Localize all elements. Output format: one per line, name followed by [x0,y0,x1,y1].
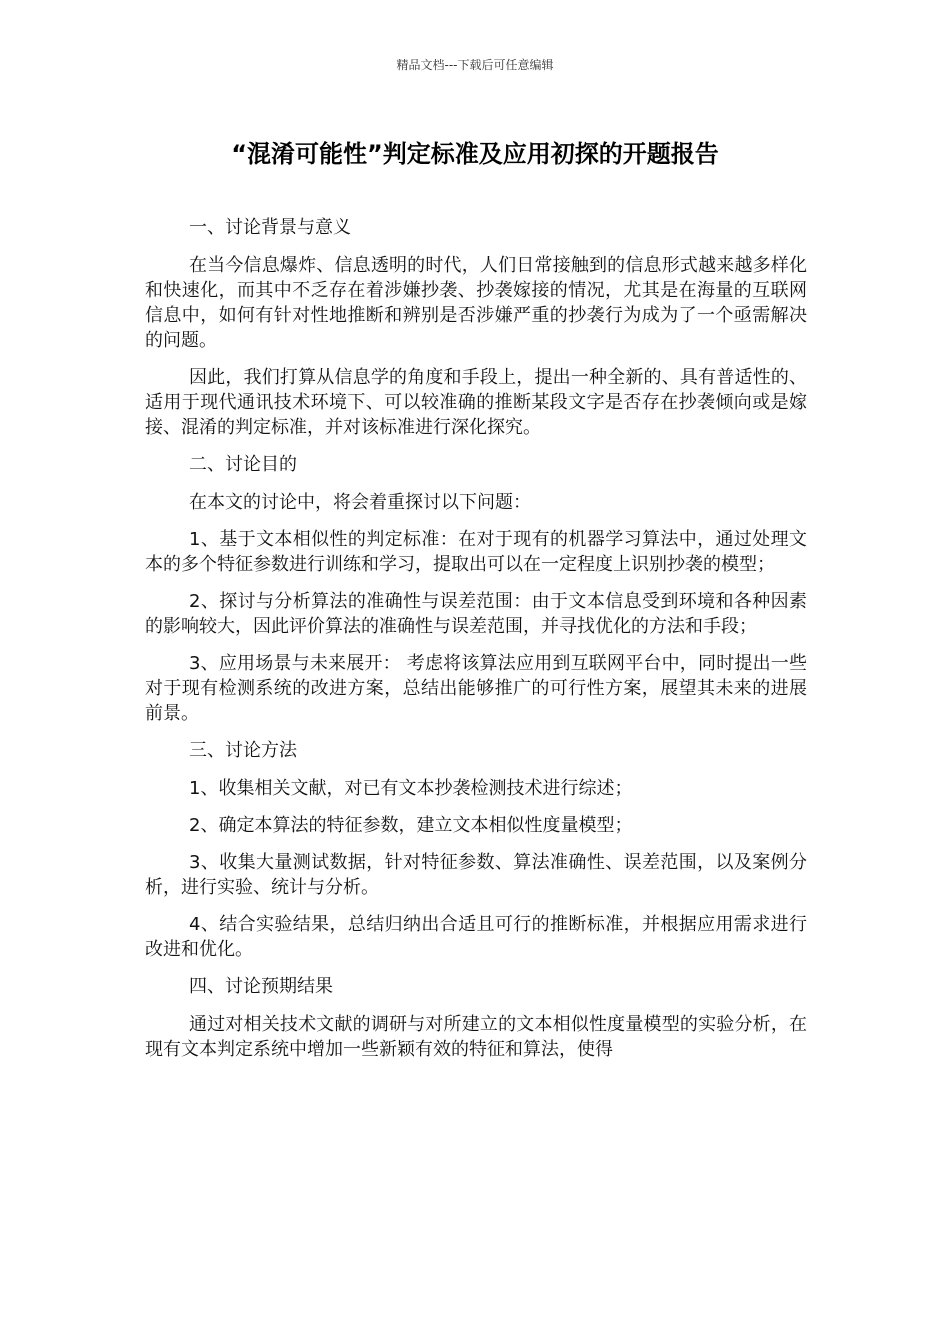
paragraph-background-2: 因此，我们打算从信息学的角度和手段上，提出一种全新的、具有普适性的、适用于现代通讯技术环境下、可以较准确的推断某段文字是否存在抄袭倾向或是嫁接、混淆的判定标准，并对该标准进行深化探究。 [145,367,807,438]
section-heading-purpose: 二、讨论目的 [189,454,297,475]
list-item-purpose-2: 2、探讨与分析算法的准确性与误差范围：由于文本信息受到环境和各种因素的影响较大，因此评价算法的准确性与误差范围，并寻找优化的方法和手段； [145,591,807,637]
paragraph-background-1: 在当今信息爆炸、信息透明的时代，人们日常接触到的信息形式越来越多样化和快速化，而其中不乏存在着涉嫌抄袭、抄袭嫁接的情况，尤其是在海量的互联网信息中，如何有针对性地推断和辨别是否涉嫌严重的抄袭行为成为了一个亟需解决的问题。 [145,255,807,351]
document-title: “混淆可能性”判定标准及应用初探的开题报告 [231,140,719,168]
list-item-method-2: 2、确定本算法的特征参数，建立文本相似性度量模型； [189,815,633,836]
list-item-method-3: 3、收集大量测试数据，针对特征参数、算法准确性、误差范围，以及案例分析，进行实验、统计与分析。 [145,852,807,898]
section-heading-expected-results: 四、讨论预期结果 [189,976,333,997]
section-heading-background: 一、讨论背景与意义 [189,217,351,238]
section-heading-method: 三、讨论方法 [189,740,297,761]
list-item-method-4: 4、结合实验结果，总结归纳出合适且可行的推断标准，并根据应用需求进行改进和优化。 [145,914,807,960]
paragraph-purpose-intro: 在本文的讨论中，将会着重探讨以下问题： [189,492,531,513]
paragraph-expected-results: 通过对相关技术文献的调研与对所建立的文本相似性度量模型的实验分析，在现有文本判定系统中增加一些新颖有效的特征和算法，使得 [145,1014,807,1060]
list-item-method-1: 1、收集相关文献，对已有文本抄袭检测技术进行综述； [189,778,633,799]
list-item-purpose-3: 3、应用场景与未来展开： 考虑将该算法应用到互联网平台中，同时提出一些对于现有检测系统的改进方案，总结出能够推广的可行性方案，展望其未来的进展前景。 [145,653,807,724]
header-note: 精品文档---下载后可任意编辑 [396,58,554,72]
document-body [145,215,807,1074]
list-item-purpose-1: 1、基于文本相似性的判定标准：在对于现有的机器学习算法中，通过处理文本的多个特征参数进行训练和学习，提取出可以在一定程度上识别抄袭的模型； [145,529,807,575]
